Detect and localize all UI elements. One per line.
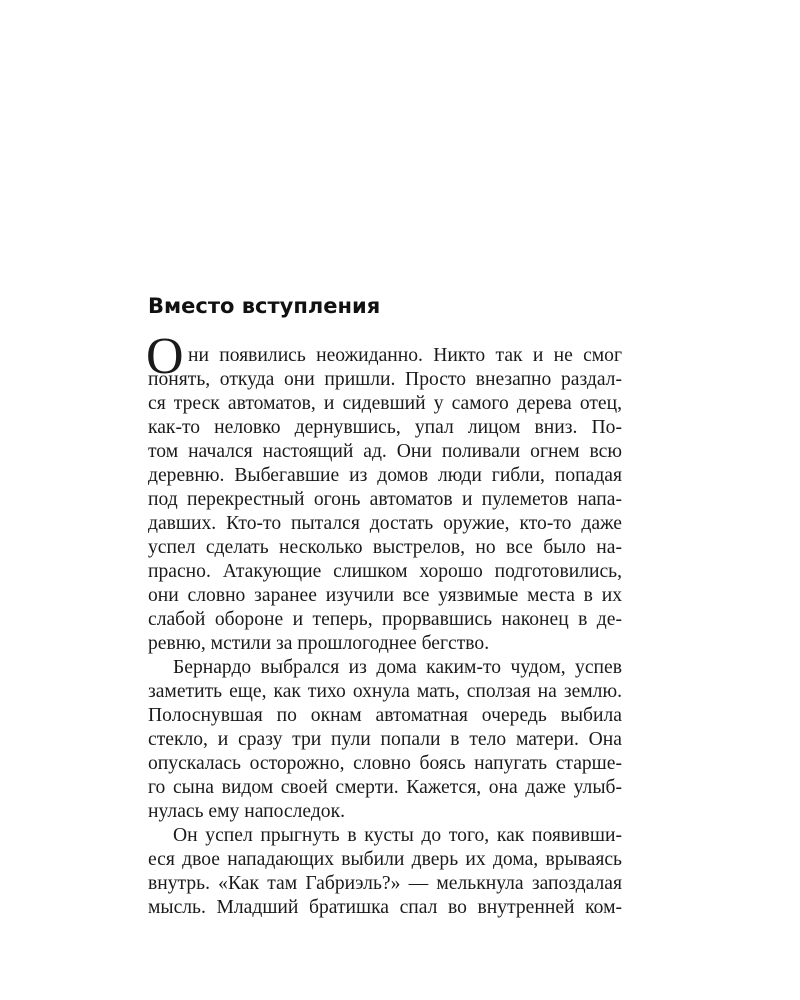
text-line: прасно. Атакующие слишком хорошо подготовились, bbox=[148, 561, 622, 582]
text-line: как-то неловко дернувшись, упал лицом вниз. По- bbox=[148, 417, 622, 438]
text-line: еся двое нападающих выбили дверь их дома, врываясь bbox=[148, 849, 622, 870]
text-line: ся треск автоматов, и сидевший у самого дерева отец, bbox=[148, 393, 622, 414]
drop-cap-letter: О bbox=[146, 328, 184, 385]
text-line: понять, откуда они пришли. Просто внезапно раздал- bbox=[148, 369, 622, 390]
text-line: деревню. Выбегавшие из домов люди гибли, попадая bbox=[148, 465, 622, 486]
text-line: под перекрестный огонь автоматов и пулеметов напа- bbox=[148, 489, 622, 510]
text-line: го сына видом своей смерти. Кажется, она даже улыб- bbox=[148, 777, 622, 798]
text-line: слабой обороне и теперь, прорвавшись наконец в де- bbox=[148, 609, 622, 630]
text-line: внутрь. «Как там Габриэль?» — мелькнула запоздалая bbox=[148, 873, 622, 894]
text-line: ревню, мстили за прошлогоднее бегство. bbox=[148, 633, 490, 654]
text-line: Бернардо выбрался из дома каким-то чудом, успев bbox=[173, 657, 622, 678]
text-line: опускалась осторожно, словно боясь напугать старше- bbox=[148, 753, 622, 774]
text-line: том начался настоящий ад. Они поливали огнем всю bbox=[148, 441, 622, 462]
text-line: они словно заранее изучили все уязвимые места в их bbox=[148, 585, 622, 606]
text-line: нулась ему напоследок. bbox=[148, 801, 346, 822]
text-line: заметить еще, как тихо охнула мать, сползая на землю. bbox=[148, 681, 622, 702]
text-line: стекло, и сразу три пули попали в тело матери. Она bbox=[148, 729, 622, 750]
text-line: ни появились неожиданно. Никто так и не смог bbox=[188, 345, 622, 366]
text-line: мысль. Младший братишка спал во внутренней ком- bbox=[148, 897, 622, 918]
text-line: успел сделать несколько выстрелов, но все было на- bbox=[148, 537, 622, 558]
chapter-title: Вместо вступления bbox=[148, 294, 381, 318]
text-line: Полоснувшая по окнам автоматная очередь выбила bbox=[148, 705, 622, 726]
text-line: давших. Кто-то пытался достать оружие, кто-то даже bbox=[148, 513, 622, 534]
text-line: Он успел прыгнуть в кусты до того, как появивши- bbox=[173, 825, 622, 846]
